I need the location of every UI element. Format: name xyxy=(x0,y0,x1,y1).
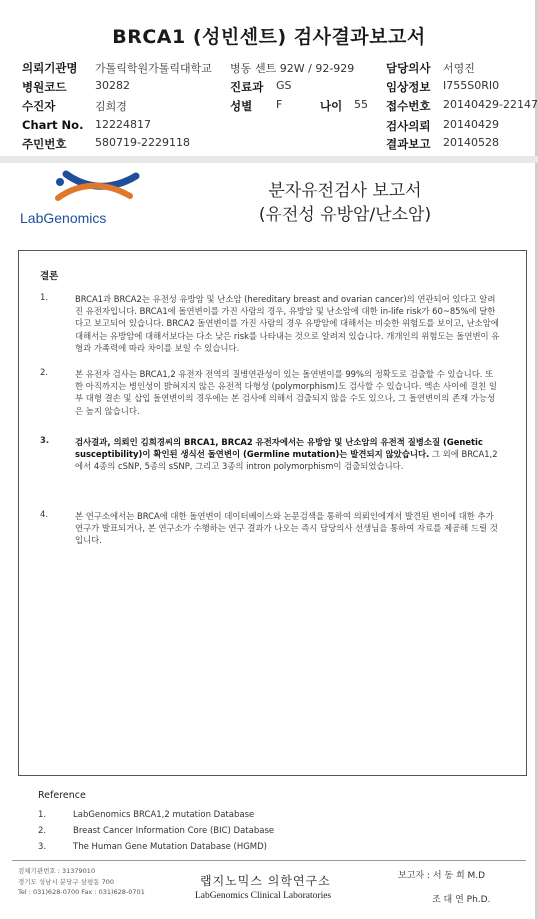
department-value: GS xyxy=(276,79,292,92)
resident-value: 580719-2229118 xyxy=(95,136,190,149)
resident-label: 주민번호 xyxy=(22,137,67,151)
footer-divider xyxy=(12,860,526,861)
reporter-signature: 보고자 : 서 동 희 M.D xyxy=(398,871,486,881)
doc-subtitle: (유전성 유방암/난소암) xyxy=(258,205,432,225)
conclusion-heading: 결론 xyxy=(40,271,59,282)
report-date-value: 20140528 xyxy=(443,136,499,149)
sex-label: 성별 xyxy=(230,99,253,113)
age-label: 나이 xyxy=(320,99,343,113)
conclusion-item-result xyxy=(75,436,500,473)
reference-item: The Human Gene Mutation Database (HGMD) xyxy=(73,842,267,852)
request-value: 20140429 xyxy=(443,118,499,131)
age-value: 55 xyxy=(354,98,368,111)
lab-phone: Tel : 031)628-0700 Fax : 031)628-0701 xyxy=(18,888,145,896)
request-label: 검사의뢰 xyxy=(386,119,431,133)
labgenomics-logo xyxy=(18,168,153,238)
approver-signature: 조 대 연 Ph.D. xyxy=(432,895,491,905)
dna-helix-icon xyxy=(18,168,153,213)
doctor-value: 서영진 xyxy=(443,62,475,75)
conclusion-item: BRCA1과 BRCA2는 유전성 유방암 및 난소암 (hereditary breast and ovarian cancer)의 연관되어 있다고 알려진 유전자입니다. BRCA1에 돌연변이를 가진 사람의 경우, 유방암 및 난소암에 대한 in-life risk가 60~85%에 달한다고 보고되어 있습니다. BRCA2 돌연변이를 가진 사람의 경우 유방암에 대해서는 비슷한 위험도를 보이고, 난소암에 대해서는 유방암에 대해서보다는 다소 낮은 risk를 나타내는 것으로 알려져 있습니다. 개개인의 위험도는 돌연변이 유형과 가족력에 따라 차이를 보일 수 있습니다. xyxy=(75,294,500,353)
reference-heading: Reference xyxy=(38,790,86,801)
doc-title: 분자유전검사 보고서 xyxy=(268,181,422,201)
hospital-code-label: 병원코드 xyxy=(22,80,67,94)
conclusion-item: 본 유전자 검사는 BRCA1,2 유전자 전역의 질병연관성이 있는 돌연변이를 99%의 정확도로 검출할 수 있습니다. 또한 아직까지는 병인성이 밝혀지지 않은 유전적 다형성 (polymorphism)도 검사할 수 있습니다. 엑손 사이에 걸친 일부 대형 결손 및 삽입 돌연변이의 경우에는 본 검사에 의해서 검출되지 않을 수도 있으나, 그 돌연변이의 존재 가능성은 높지 않습니다. xyxy=(75,369,497,416)
item-number: 2. xyxy=(40,368,49,378)
patient-value: 김희경 xyxy=(95,100,127,113)
reference-item: Breast Cancer Information Core (BIC) Database xyxy=(73,826,275,836)
ref-number: 3. xyxy=(38,842,47,852)
ward-value: 센트 92W / 92-929 xyxy=(255,62,355,75)
sex-value: F xyxy=(276,98,283,111)
item-number: 1. xyxy=(40,293,49,303)
page-divider xyxy=(0,156,538,163)
ward-label: 병동 xyxy=(230,62,252,75)
conclusion-item: 본 연구소에서는 BRCA에 대한 돌연변이 데이터베이스와 논문검색을 통하여 의뢰인에게서 발견된 변이에 대한 추가 연구가 발표되거나, 본 연구소가 수행하는 연구 결과가 나오는 즉시 담당의사 선생님을 통하여 자료를 제공해 드릴 것입니다. xyxy=(75,511,498,546)
patient-label: 수진자 xyxy=(22,99,56,113)
hospital-code-value: 30282 xyxy=(95,79,130,92)
report-title: BRCA1 (성빈센트) 검사결과보고서 xyxy=(112,26,426,48)
result-highlight: 검사결과, 의뢰인 김희경씨의 BRCA1, BRCA2 유전자에서는 유방암 및 난소암의 유전적 질병소질 (Genetic susceptibility)이 확인된 생식선 돌연변이 (Germline mutation)는 발견되지 않았습니다. xyxy=(75,437,483,460)
department-label: 진료과 xyxy=(230,80,264,94)
ref-number: 1. xyxy=(38,810,47,820)
reg-number: 검체기관번호 : 31379010 xyxy=(18,867,96,875)
ref-number: 2. xyxy=(38,826,47,836)
report-date-label: 결과보고 xyxy=(386,137,431,151)
lab-address: 경기도 성남시 분당구 삼평동 700 xyxy=(18,878,115,886)
result-detail: 그 외에 BRCA1,2에서 4종의 cSNP, 5종의 sSNP, 그리고 3종의 intron polymorphism이 검출되었습니다. xyxy=(75,449,498,472)
item-number: 4. xyxy=(40,510,49,520)
doctor-label: 담당의사 xyxy=(386,61,431,75)
receipt-label: 접수번호 xyxy=(386,99,431,113)
lab-name-english: LabGenomics Clinical Laboratories xyxy=(195,891,332,901)
clinical-label: 임상정보 xyxy=(386,80,431,94)
receipt-value: 20140429-22147 xyxy=(443,98,538,111)
clinical-value: I755S0RI0 xyxy=(443,79,500,92)
reference-item: LabGenomics BRCA1,2 mutation Database xyxy=(73,810,255,820)
institution-label: 의뢰기관명 xyxy=(22,61,78,75)
institution-value: 가톨릭학원가톨릭대학교 xyxy=(95,62,212,75)
lab-name-korean: 랩지노믹스 의학연구소 xyxy=(200,874,331,888)
logo-text: LabGenomics xyxy=(20,210,107,226)
chart-value: 12224817 xyxy=(95,118,151,131)
chart-label: Chart No. xyxy=(22,118,84,132)
item-number: 3. xyxy=(40,436,50,446)
